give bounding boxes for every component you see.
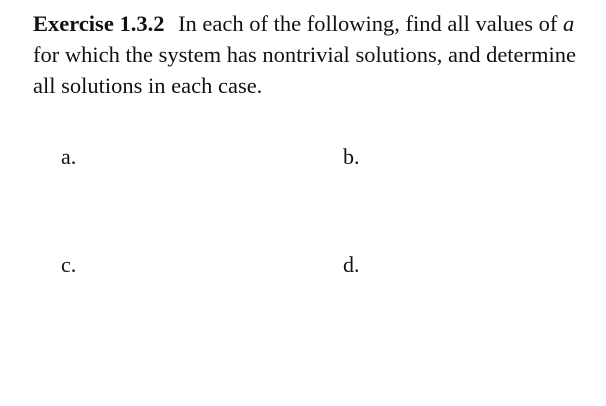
system-d-label: d. bbox=[343, 252, 360, 277]
system-c-label: c. bbox=[61, 252, 77, 277]
exercise-number: 1.3.2 bbox=[119, 11, 165, 36]
system-b-label: b. bbox=[343, 144, 360, 169]
exercise-statement bbox=[33, 8, 599, 101]
exercise-label: Exercise bbox=[33, 11, 114, 36]
exercise-variable-a: a bbox=[562, 11, 575, 36]
system-a-label: a. bbox=[61, 144, 77, 169]
exercise-text-part-2: for which the system has nontrivial solutions, and determine all solutions in each case. bbox=[33, 42, 577, 98]
exercise-text-part-1: In each of the following, find all values of bbox=[178, 11, 563, 36]
